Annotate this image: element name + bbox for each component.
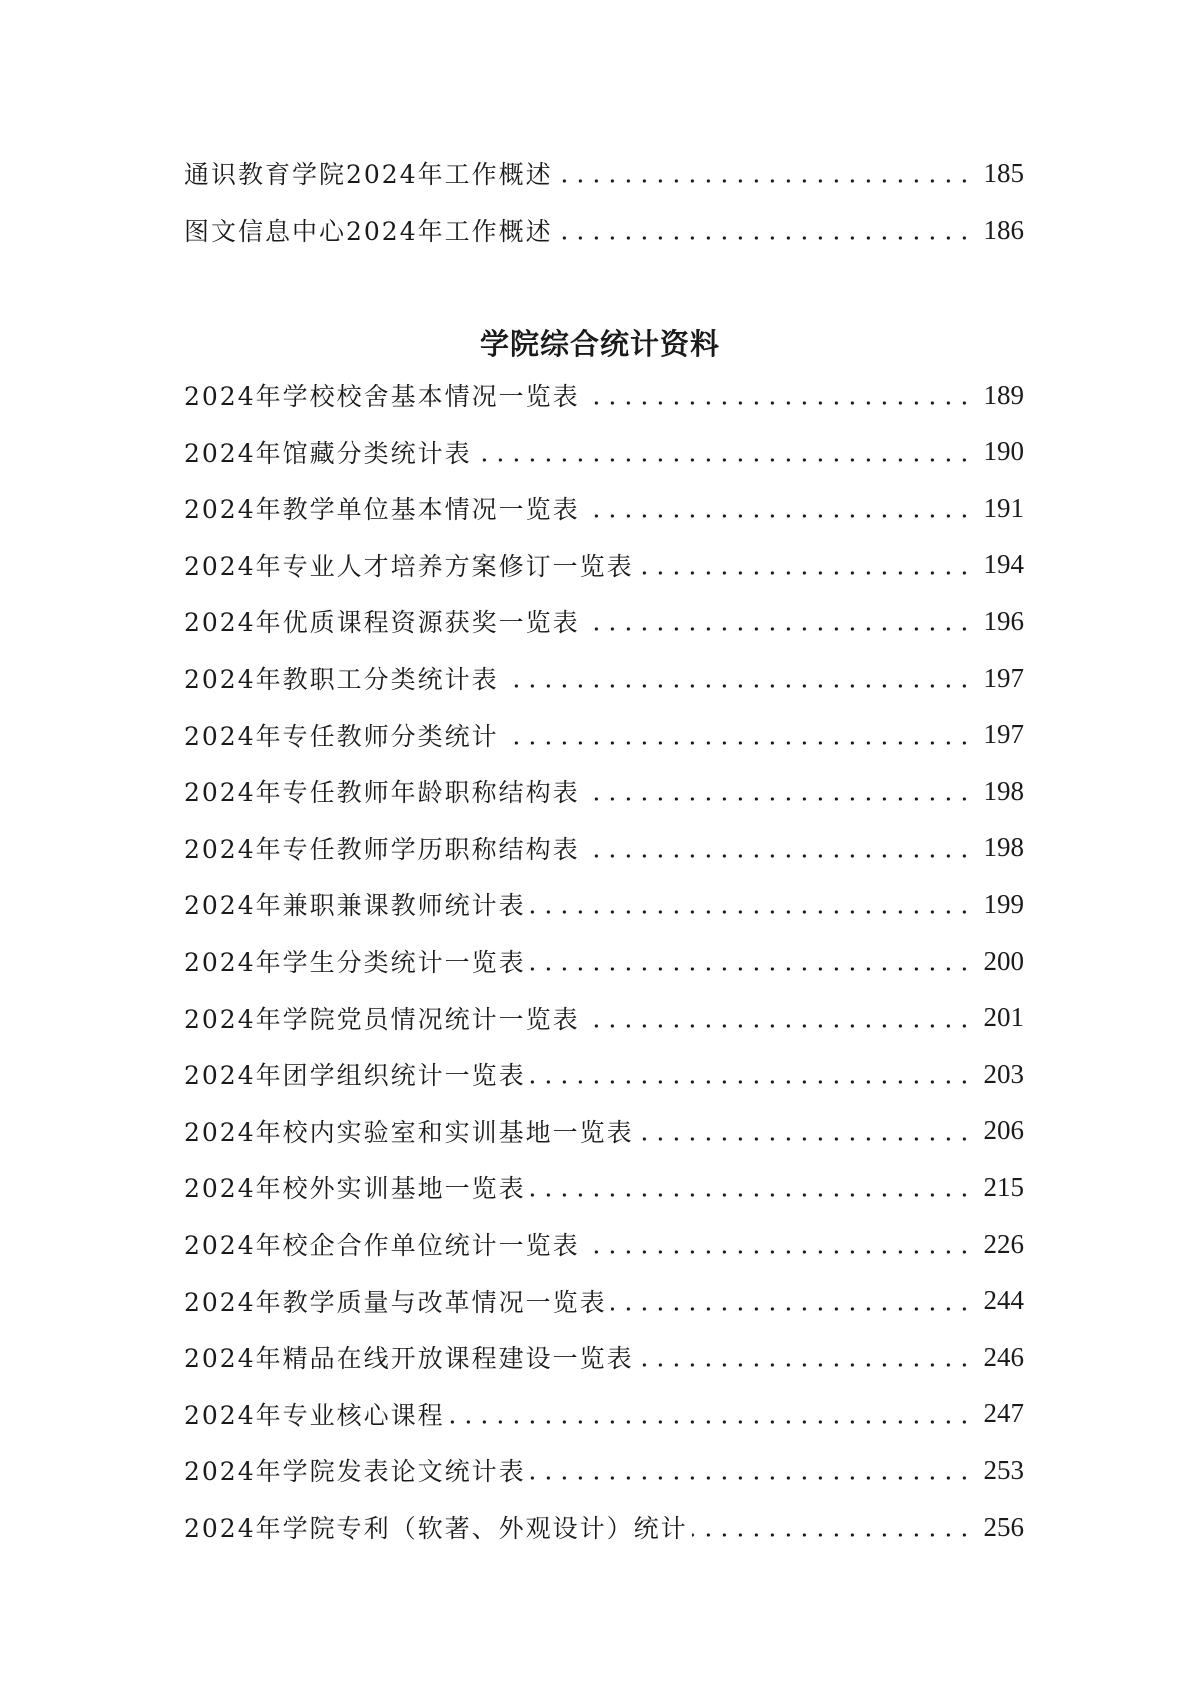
toc-entry-page: 191 xyxy=(983,492,1024,523)
dot-leader xyxy=(584,1224,972,1264)
dot-leader xyxy=(449,1394,972,1434)
dot-leader xyxy=(557,210,972,250)
toc-entry-page: 189 xyxy=(983,379,1024,410)
toc-entry[interactable] xyxy=(184,1281,1024,1321)
dot-leader xyxy=(530,1054,972,1094)
toc-entry-title: 2024年教学质量与改革情况一览表 xyxy=(184,1287,607,1317)
toc-entry-page: 198 xyxy=(983,832,1024,863)
toc-entry-title: 2024年团学组织统计一览表 xyxy=(184,1061,526,1091)
toc-entry-page: 200 xyxy=(983,945,1024,976)
toc-entry-title: 2024年教学单位基本情况一览表 xyxy=(184,495,580,525)
toc-entry[interactable] xyxy=(184,658,1024,698)
toc-entry-title: 2024年专业人才培养方案修订一览表 xyxy=(184,551,634,581)
dot-leader xyxy=(530,1450,972,1490)
dot-leader xyxy=(530,941,972,981)
dot-leader xyxy=(584,828,972,868)
toc-entry-page: 253 xyxy=(983,1454,1024,1485)
toc-entry[interactable] xyxy=(184,1450,1024,1490)
dot-leader xyxy=(611,1281,972,1321)
toc-entry-page: 206 xyxy=(983,1115,1024,1146)
toc-entry[interactable] xyxy=(184,1224,1024,1264)
toc-entry[interactable] xyxy=(184,1337,1024,1377)
toc-entry-page: 198 xyxy=(983,775,1024,806)
dot-leader xyxy=(584,375,972,415)
toc-entry-title: 2024年专任教师分类统计 xyxy=(184,721,499,751)
toc-entry[interactable] xyxy=(184,210,1024,250)
toc-entry-page: 197 xyxy=(983,719,1024,750)
section-heading: 学院综合统计资料 xyxy=(479,327,720,361)
toc-entry-title: 2024年专任教师年龄职称结构表 xyxy=(184,778,580,808)
dot-leader xyxy=(638,1337,972,1377)
toc-entry[interactable] xyxy=(184,601,1024,641)
toc-entry-title: 图文信息中心2024年工作概述 xyxy=(184,217,553,246)
toc-entry-page: 185 xyxy=(983,157,1024,188)
toc-entry-title: 2024年校企合作单位统计一览表 xyxy=(184,1231,580,1260)
toc-entry[interactable] xyxy=(184,545,1024,585)
toc-entry-page: 186 xyxy=(983,214,1024,245)
dot-leader xyxy=(584,998,972,1038)
toc-entry-page: 244 xyxy=(983,1285,1024,1316)
toc-entry[interactable] xyxy=(184,771,1024,811)
dot-leader xyxy=(503,658,972,698)
toc-entry[interactable] xyxy=(184,1111,1024,1151)
toc-entry-title: 2024年学院专利（软著、外观设计）统计 xyxy=(184,1514,688,1543)
toc-entry[interactable] xyxy=(184,1394,1024,1434)
toc-entry[interactable] xyxy=(184,153,1024,193)
dot-leader xyxy=(476,432,972,472)
toc-entry[interactable] xyxy=(184,715,1024,755)
toc-entry-title: 2024年校内实验室和实训基地一览表 xyxy=(184,1117,634,1147)
toc-entry-page: 256 xyxy=(983,1511,1024,1542)
toc-entry-title: 2024年专任教师学历职称结构表 xyxy=(184,834,580,864)
toc-entry-title: 2024年校外实训基地一览表 xyxy=(184,1174,526,1204)
toc-entry-title: 2024年专业核心课程 xyxy=(184,1400,445,1430)
dot-leader xyxy=(638,545,972,585)
dot-leader xyxy=(530,884,972,924)
toc-entry-title: 2024年精品在线开放课程建设一览表 xyxy=(184,1344,634,1374)
toc-entry-page: 247 xyxy=(983,1398,1024,1429)
toc-entry-title: 2024年学校校舍基本情况一览表 xyxy=(184,382,580,411)
dot-leader xyxy=(557,153,972,193)
toc-entry[interactable] xyxy=(184,884,1024,924)
toc-entry-title: 2024年学院党员情况统计一览表 xyxy=(184,1004,580,1034)
toc-entry-title: 2024年优质课程资源获奖一览表 xyxy=(184,608,580,638)
dot-leader xyxy=(584,771,972,811)
toc-entry-page: 194 xyxy=(983,549,1024,580)
toc-entry-page: 201 xyxy=(983,1002,1024,1033)
toc-entry[interactable] xyxy=(184,1167,1024,1207)
toc-entry-page: 226 xyxy=(983,1228,1024,1259)
toc-entry[interactable] xyxy=(184,488,1024,528)
toc-entry-page: 215 xyxy=(983,1171,1024,1202)
toc-entry-page: 197 xyxy=(983,662,1024,693)
toc-entry[interactable] xyxy=(184,828,1024,868)
toc-entry-page: 190 xyxy=(983,436,1024,467)
toc-entry-page: 246 xyxy=(983,1341,1024,1372)
dot-leader xyxy=(638,1111,972,1151)
toc-entry-title: 2024年馆藏分类统计表 xyxy=(184,438,472,468)
toc-entry[interactable] xyxy=(184,432,1024,472)
dot-leader xyxy=(692,1507,972,1547)
dot-leader xyxy=(584,601,972,641)
dot-leader xyxy=(584,488,972,528)
toc-entry-page: 199 xyxy=(983,888,1024,919)
toc-entry[interactable] xyxy=(184,1507,1024,1547)
dot-leader xyxy=(503,715,972,755)
toc-entry[interactable] xyxy=(184,1054,1024,1094)
toc-entry-title: 2024年兼职兼课教师统计表 xyxy=(184,891,526,921)
toc-entry-page: 203 xyxy=(983,1058,1024,1089)
dot-leader xyxy=(530,1167,972,1207)
toc-entry[interactable] xyxy=(184,941,1024,981)
toc-entry-title: 通识教育学院2024年工作概述 xyxy=(184,160,553,189)
toc-entry[interactable] xyxy=(184,375,1024,415)
toc-entry[interactable] xyxy=(184,998,1024,1038)
toc-entry-title: 2024年学院发表论文统计表 xyxy=(184,1457,526,1487)
toc-entry-page: 196 xyxy=(983,605,1024,636)
toc-entry-title: 2024年学生分类统计一览表 xyxy=(184,948,526,977)
toc-entry-title: 2024年教职工分类统计表 xyxy=(184,665,499,694)
